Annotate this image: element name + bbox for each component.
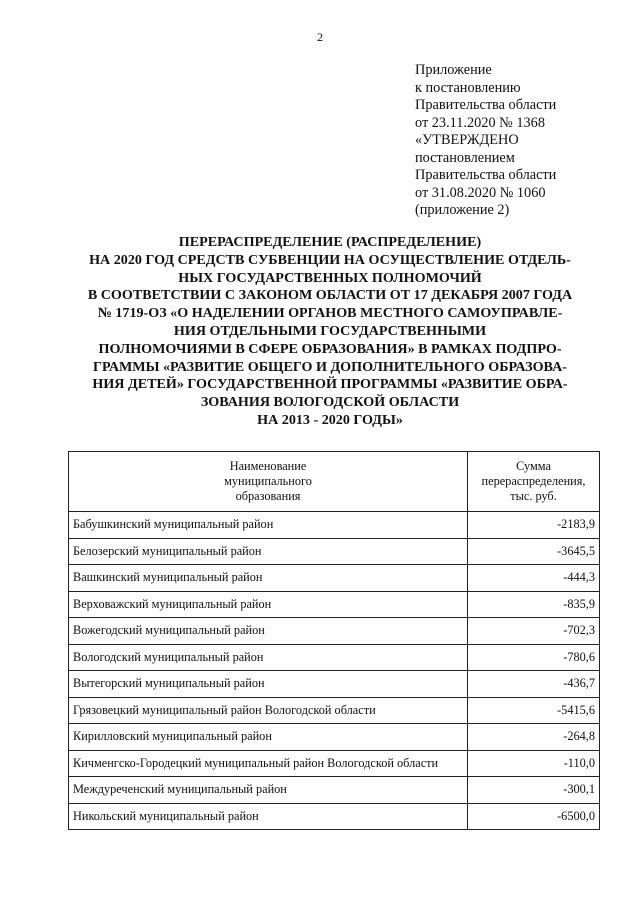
table-row [69,618,600,645]
municipality-name: Верховажский муниципальный район [69,591,468,618]
title-line: ГРАММЫ «РАЗВИТИЕ ОБЩЕГО И ДОПОЛНИТЕЛЬНОГО ОБРАЗОВА- [93,358,567,375]
table-row [69,750,600,777]
amount-value: -702,3 [468,618,600,645]
amount-value: -300,1 [468,777,600,804]
table-row [69,697,600,724]
appendix-line: постановлением [415,149,515,166]
table-row [69,591,600,618]
amount-value: -835,9 [468,591,600,618]
table-row [69,565,600,592]
title-line: ПОЛНОМОЧИЯМИ В СФЕРЕ ОБРАЗОВАНИЯ» В РАМКАХ ПОДПРО- [98,340,562,357]
header-municipality: Наименование муниципального образования [69,452,468,512]
page-number: 2 [317,30,323,44]
amount-value: -110,0 [468,750,600,777]
title-line: ЗОВАНИЯ ВОЛОГОДСКОЙ ОБЛАСТИ [200,394,460,411]
municipality-name: Никольский муниципальный район [69,803,468,830]
amount-value: -5415,6 [468,697,600,724]
table-header-row [69,452,600,512]
title-line: НИЯ ОТДЕЛЬНЫМИ ГОСУДАРСТВЕННЫМИ [173,322,487,339]
appendix-line: от 23.11.2020 № 1368 [415,114,545,131]
header-amount: Сумма перераспределения, тыс. руб. [468,452,600,512]
amount-value: -6500,0 [468,803,600,830]
table-row [69,644,600,671]
municipality-name: Вологодский муниципальный район [69,644,468,671]
title-line: НИЯ ДЕТЕЙ» ГОСУДАРСТВЕННОЙ ПРОГРАММЫ «РАЗВИТИЕ ОБРА- [92,376,568,393]
amount-value: -444,3 [468,565,600,592]
title-line: НА 2013 - 2020 ГОДЫ» [257,411,403,428]
appendix-line: к постановлению [415,79,521,96]
table-row [69,803,600,830]
distribution-table [68,451,600,830]
amount-value: -3645,5 [468,538,600,565]
appendix-line: Приложение [415,62,492,78]
municipality-name: Кичменгско-Городецкий муниципальный район Вологодской области [69,750,468,777]
amount-value: -436,7 [468,671,600,698]
table-row [69,512,600,539]
table-row [69,538,600,565]
amount-value: -780,6 [468,644,600,671]
appendix-line: Правительства области [415,167,557,183]
appendix-line: (приложение 2) [415,202,510,218]
amount-value: -2183,9 [468,512,600,539]
table-row [69,724,600,751]
appendix-line: «УТВЕРЖДЕНО [415,132,519,148]
municipality-name: Кирилловский муниципальный район [69,724,468,751]
municipality-name: Междуреченский муниципальный район [69,777,468,804]
appendix-line: Правительства области [415,97,557,113]
municipality-name: Грязовецкий муниципальный район Вологодской области [69,697,468,724]
table-row [69,671,600,698]
municipality-name: Бабушкинский муниципальный район [69,512,468,539]
title-line: ПЕРЕРАСПРЕДЕЛЕНИЕ (РАСПРЕДЕЛЕНИЕ) [178,234,482,250]
appendix-block [415,62,630,220]
amount-value: -264,8 [468,724,600,751]
title-line: НА 2020 ГОД СРЕДСТВ СУБВЕНЦИИ НА ОСУЩЕСТВЛЕНИЕ ОТДЕЛЬ- [89,251,571,268]
table-row [69,777,600,804]
municipality-name: Белозерский муниципальный район [69,538,468,565]
municipality-name: Вашкинский муниципальный район [69,565,468,592]
title-line: В СООТВЕТСТВИИ С ЗАКОНОМ ОБЛАСТИ ОТ 17 ДЕКАБРЯ 2007 ГОДА [87,287,573,304]
municipality-name: Вожегодский муниципальный район [69,618,468,645]
appendix-line: от 31.08.2020 № 1060 [415,184,546,201]
title-line: № 1719-ОЗ «О НАДЕЛЕНИИ ОРГАНОВ МЕСТНОГО САМОУПРАВЛЕ- [97,305,563,322]
document-title [60,234,600,430]
municipality-name: Вытегорский муниципальный район [69,671,468,698]
title-line: НЫХ ГОСУДАРСТВЕННЫХ ПОЛНОМОЧИЙ [178,269,482,286]
